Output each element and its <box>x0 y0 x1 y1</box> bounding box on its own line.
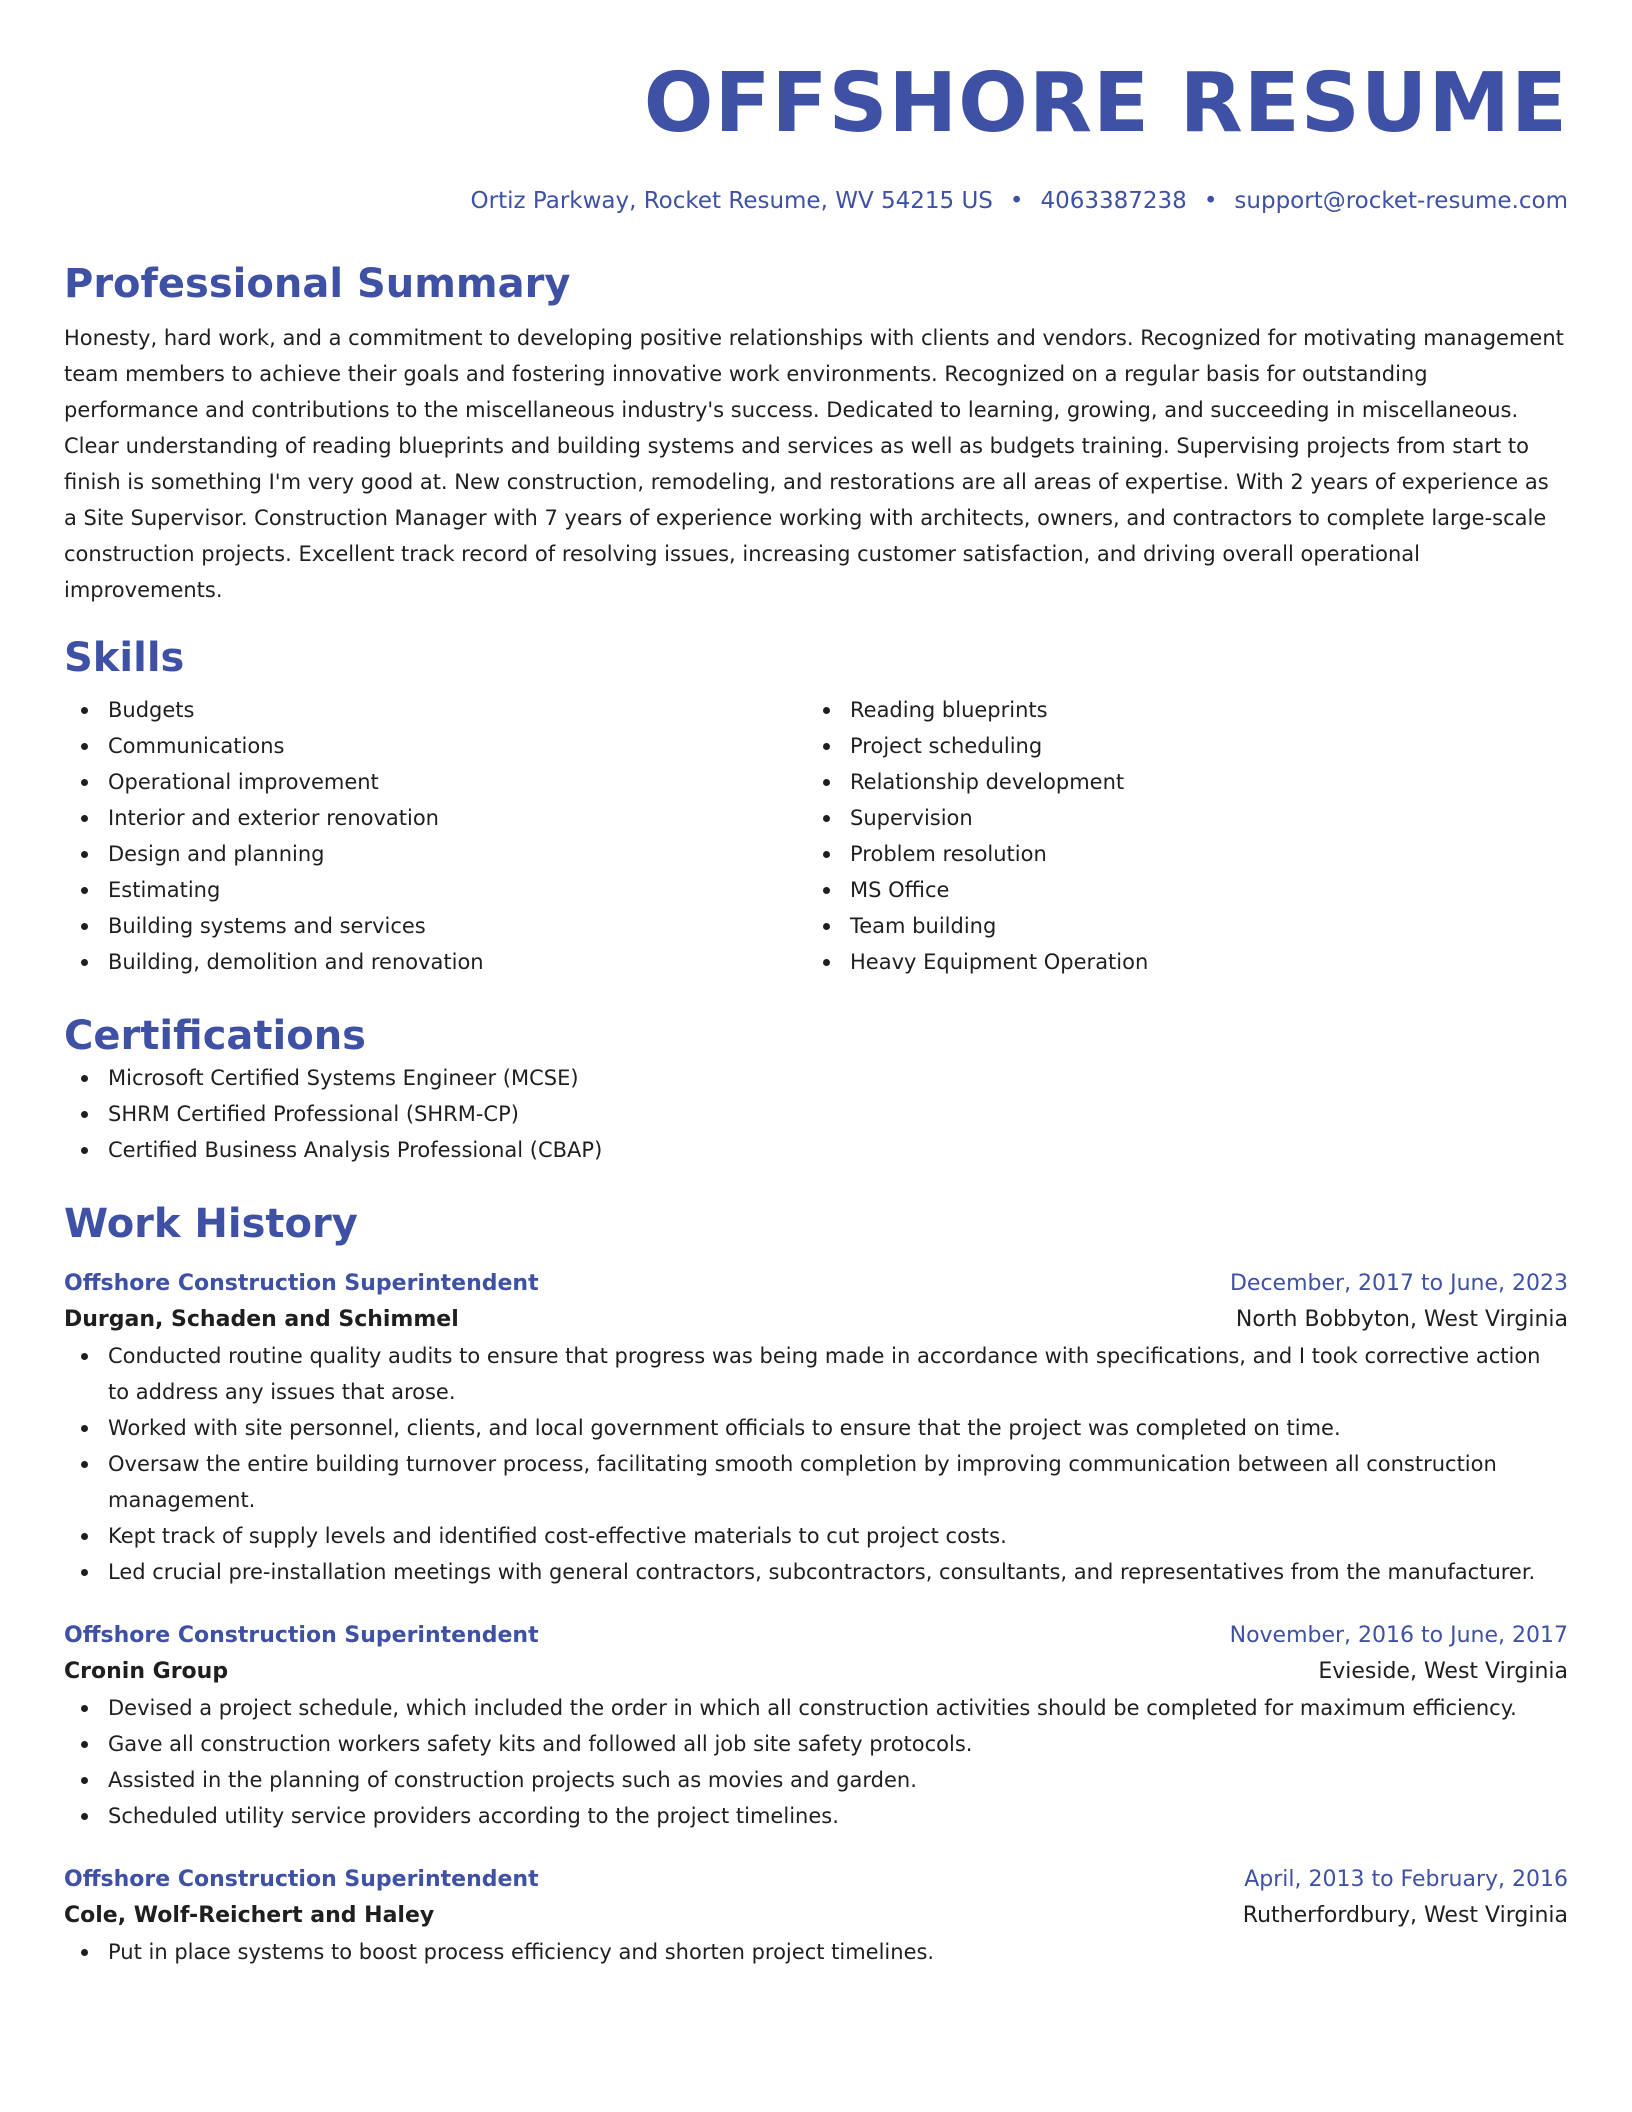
skills-column-right <box>806 692 1548 980</box>
skill-item: MS Office <box>806 872 1548 908</box>
job-title: Offshore Construction Superintendent <box>64 1623 539 1648</box>
summary-text: Honesty, hard work, and a commitment to developing positive relationships with clients and vendors. Recognized for motivating management team members to achieve their goals and fostering innovative work environments. Recognized on a regular basis for outstanding performance and contributions to the miscellaneous industry's success. Dedicated to learning, growing, and succeeding in miscellaneous. Clear understanding of reading blueprints and building systems and services as well as budgets training. Supervising projects from start to finish is something I'm very good at. New construction, remodeling, and restorations are all areas of expertise. With 2 years of experience as a Site Supervisor. Construction Manager with 7 years of experience working with architects, owners, and contractors to complete large-scale construction projects. Excellent track record of resolving issues, increasing customer satisfaction, and driving overall operational improvements. <box>64 326 1564 602</box>
skill-item: Supervision <box>806 800 1548 836</box>
job-company-row <box>64 1654 1568 1690</box>
job-header-row <box>64 1266 1568 1302</box>
job-company: Cole, Wolf-Reichert and Haley <box>64 1903 435 1928</box>
job-location: North Bobbyton, West Virginia <box>1235 1307 1568 1332</box>
summary-heading: Professional Summary <box>64 261 571 307</box>
job-location: Evieside, West Virginia <box>1318 1659 1568 1684</box>
job-company: Cronin Group <box>64 1659 229 1684</box>
contact-separator: • <box>1009 188 1024 214</box>
job-header-row <box>64 1862 1568 1898</box>
skill-item: Communications <box>64 728 806 764</box>
skill-item: Interior and exterior renovation <box>64 800 806 836</box>
job-dates: November, 2016 to June, 2017 <box>1229 1623 1568 1648</box>
skills-column-left <box>64 692 806 980</box>
contact-address: Ortiz Parkway, Rocket Resume, WV 54215 US <box>470 188 993 214</box>
job-title: Offshore Construction Superintendent <box>64 1271 539 1296</box>
work-history-heading: Work History <box>64 1201 358 1247</box>
job-company-row <box>64 1302 1568 1338</box>
contact-separator: • <box>1203 188 1218 214</box>
job-dates: December, 2017 to June, 2023 <box>1229 1271 1568 1296</box>
job-title: Offshore Construction Superintendent <box>64 1867 539 1892</box>
job-bullet: Conducted routine quality audits to ensure that progress was being made in accordance with specifications, and I took corrective action to address any issues that arose. <box>64 1338 1568 1410</box>
contact-line <box>64 186 1568 216</box>
skills-list-left <box>64 692 806 980</box>
job-responsibilities <box>64 1338 1568 1590</box>
job-bullet: Gave all construction workers safety kits and followed all job site safety protocols. <box>64 1726 1568 1762</box>
job-bullet: Scheduled utility service providers according to the project timelines. <box>64 1798 1568 1834</box>
skill-item: Problem resolution <box>806 836 1548 872</box>
skill-item: Reading blueprints <box>806 692 1548 728</box>
skills-heading: Skills <box>64 635 185 681</box>
skill-item: Budgets <box>64 692 806 728</box>
skills-list-right <box>806 692 1548 980</box>
skills-columns <box>64 692 1568 980</box>
skill-item: Building, demolition and renovation <box>64 944 806 980</box>
skill-item: Operational improvement <box>64 764 806 800</box>
job-company: Durgan, Schaden and Schimmel <box>64 1307 459 1332</box>
job-bullet: Kept track of supply levels and identified cost-effective materials to cut project costs. <box>64 1518 1568 1554</box>
certification-item: Certified Business Analysis Professional (CBAP) <box>64 1132 1568 1168</box>
skill-item: Heavy Equipment Operation <box>806 944 1548 980</box>
job-bullet: Led crucial pre-installation meetings with general contractors, subcontractors, consultants, and representatives from the manufacturer. <box>64 1554 1568 1590</box>
job-bullet: Put in place systems to boost process efficiency and shorten project timelines. <box>64 1934 1568 1970</box>
resume-header <box>64 56 1568 216</box>
skill-item: Building systems and services <box>64 908 806 944</box>
job-entry <box>64 1862 1568 1970</box>
job-dates: April, 2013 to February, 2016 <box>1244 1867 1568 1892</box>
certifications-heading: Certifications <box>64 1013 366 1059</box>
job-entry <box>64 1618 1568 1834</box>
contact-phone: 4063387238 <box>1040 188 1187 214</box>
job-bullet: Worked with site personnel, clients, and local government officials to ensure that the project was completed on time. <box>64 1410 1568 1446</box>
certification-item: Microsoft Certified Systems Engineer (MCSE) <box>64 1060 1568 1096</box>
skill-item: Relationship development <box>806 764 1548 800</box>
resume-name: OFFSHORE RESUME <box>643 56 1568 151</box>
contact-email: support@rocket-resume.com <box>1234 188 1568 214</box>
skill-item: Project scheduling <box>806 728 1548 764</box>
skill-item: Design and planning <box>64 836 806 872</box>
job-location: Rutherfordbury, West Virginia <box>1242 1903 1568 1928</box>
skill-item: Team building <box>806 908 1548 944</box>
job-entry <box>64 1266 1568 1590</box>
job-responsibilities <box>64 1934 1568 1970</box>
certification-item: SHRM Certified Professional (SHRM-CP) <box>64 1096 1568 1132</box>
job-bullet: Devised a project schedule, which included the order in which all construction activities should be completed for maximum efficiency. <box>64 1690 1568 1726</box>
skill-item: Estimating <box>64 872 806 908</box>
job-header-row <box>64 1618 1568 1654</box>
certifications-list <box>64 1060 1568 1168</box>
job-bullet: Oversaw the entire building turnover process, facilitating smooth completion by improving communication between all construction management. <box>64 1446 1568 1518</box>
job-company-row <box>64 1898 1568 1934</box>
job-responsibilities <box>64 1690 1568 1834</box>
job-bullet: Assisted in the planning of construction projects such as movies and garden. <box>64 1762 1568 1798</box>
